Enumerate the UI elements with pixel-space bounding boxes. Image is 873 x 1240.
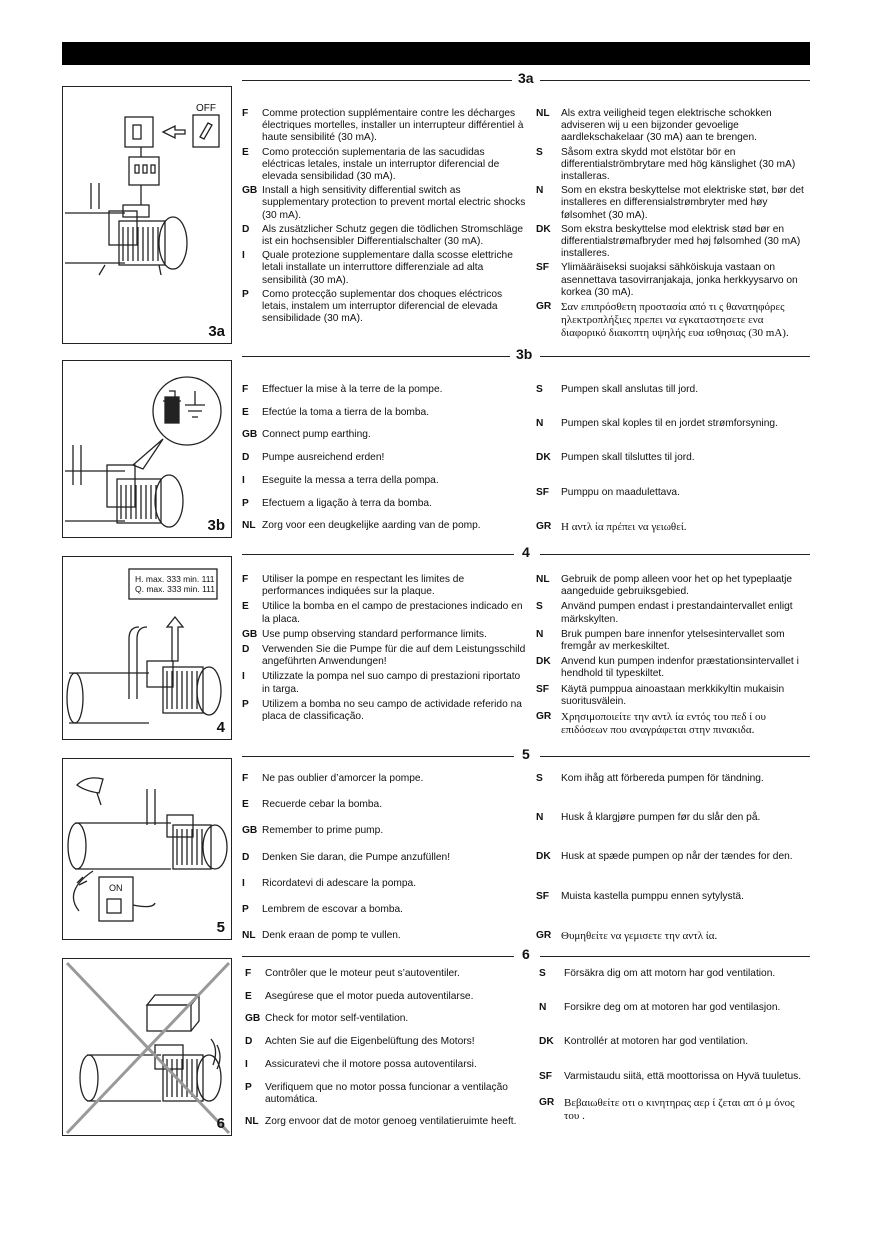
figure-3a <box>62 86 232 344</box>
instruction-f: F Comme protection supplémentaire contre les décharges électriques mortelles, installer un interrupteur différentiel à haute sensibilité (30 mA). <box>242 108 524 144</box>
instruction-p: P Como protecção suplementar dos choques eléctricos letais, instalem um interruptor diferencial de elevada sensibilidade (30 mA). <box>242 288 503 325</box>
on-callout: ON <box>109 883 123 893</box>
instruction-d: D Als zusätzlicher Schutz gegen die tödlichen Stromschläge ist ein hochsensibler Differentialschalter (30 mA). <box>242 223 524 248</box>
instructions-left <box>245 968 531 1129</box>
section-heading <box>242 72 810 86</box>
section-heading <box>242 546 810 560</box>
instruction-sf: SF Varmistaudu siitä, että moottorissa on Hyvä tuuletus. <box>539 1070 802 1082</box>
header-bar <box>62 42 810 65</box>
instructions-right <box>539 968 810 1123</box>
instruction-gb: GB Use pump observing standard performance limits. <box>242 628 487 640</box>
instruction-dk: DK Som ekstra beskyttelse mod elektrisk stød bør en differentialstrømafbryder med høj følsomhed (30 mA) installeres. <box>536 223 801 260</box>
section-5 <box>62 748 810 948</box>
instruction-sf: SF Pumppu on maadulettava. <box>536 486 680 498</box>
figure-4 <box>62 556 232 740</box>
instruction-dk: DK Pumpen skall tilsluttes til jord. <box>536 452 695 464</box>
instruction-e: E Como protección suplementaria de las sacudidas eléctricas letales, instale un interruptor diferencial de elevada sensibilidad (30 mA). <box>242 146 500 183</box>
section-3a <box>62 72 810 347</box>
section-number: 6 <box>522 946 530 962</box>
section-heading <box>242 348 810 362</box>
instruction-gb: GB Connect pump earthing. <box>242 429 371 441</box>
section-heading <box>242 948 810 962</box>
instructions-right <box>536 773 810 943</box>
instruction-d: D Denken Sie daran, die Pumpe anzufüllen! <box>242 851 451 863</box>
instruction-f: F Ne pas oublier d’amorcer la pompe. <box>242 773 424 784</box>
h-max-text: H. max. 333 min. 111 <box>135 574 215 584</box>
pump-switch-illustration <box>63 87 233 345</box>
instructions-right <box>536 108 810 341</box>
instruction-dk: DK Anvend kun pumpen indenfor præstationsintervallet i hendhold til typeskiltet. <box>536 656 799 680</box>
instruction-s: S Pumpen skall anslutas till jord. <box>536 384 699 395</box>
instruction-s: S Använd pumpen endast i prestandaintervallet enligt märkskylten. <box>536 601 793 625</box>
instruction-s: S Kom ihåg att förbereda pumpen för tändning. <box>536 773 764 784</box>
instruction-gr: GR Θυμηθείτε να γεμισετε την αντλ ία. <box>536 929 718 942</box>
instruction-e: E Asegúrese que el motor pueda autoventilarse. <box>245 990 474 1002</box>
instruction-nl: NL Gebruik de pomp alleen voor het op het typeplaatje aangeduide gebruiksgebied. <box>536 574 793 598</box>
section-number: 4 <box>522 544 530 560</box>
instruction-i: I Assicuratevi che il motore possa autoventilarsi. <box>245 1058 477 1070</box>
instruction-gr: GR Βεβαιωθείτε οτι ο κινητηρας αερ ί ζεται απ ό μ όνος του . <box>539 1096 795 1123</box>
figure-label: 3b <box>207 517 225 534</box>
figure-label: 4 <box>216 719 225 736</box>
instructions-left <box>242 108 528 325</box>
instruction-i: I Utilizzate la pompa nel suo campo di prestazioni riportato in targa. <box>242 671 521 695</box>
instructions-right <box>536 574 810 737</box>
figure-6 <box>62 958 232 1136</box>
instruction-s: S Försäkra dig om att motorn har god ventilation. <box>539 968 776 979</box>
figure-label: 6 <box>216 1115 225 1132</box>
instructions-left <box>242 773 528 942</box>
instruction-d: D Verwenden Sie die Pumpe für die auf dem Leistungsschild angeführten Anwendungen! <box>242 644 526 668</box>
off-callout: OFF <box>196 103 216 114</box>
figure-3b <box>62 360 232 538</box>
instruction-p: P Verifiquem que no motor possa funcionar a ventilação automática. <box>245 1081 508 1105</box>
instruction-gb: GB Remember to prime pump. <box>242 825 384 837</box>
figure-5 <box>62 758 232 940</box>
ventilation-illustration <box>63 959 233 1137</box>
instruction-p: P Lembrem de escovar a bomba. <box>242 904 403 916</box>
instruction-sf: SF Käytä pumppua ainoastaan merkkikyltin mukaisin suoritusvälein. <box>536 683 785 707</box>
instruction-gr: GR Χρησιμοποιείτε την αντλ ία εντός του πεδ ί ου επιδόσεων που αναγράφεται στην πινακιδα. <box>536 711 766 737</box>
figure-label: 3a <box>208 323 225 340</box>
instruction-sf: SF Ylimääräiseksi suojaksi sähköiskuja vastaan on asennettava tasovirranjakaja, jonka herkkyysarvo on korkea (30 mA). <box>536 262 798 298</box>
instruction-i: I Quale protezione supplementare dalla scosse elettriche letali installate un interruttore differenziale ad alta sensibilità (30 mA). <box>242 250 513 286</box>
instruction-i: I Eseguite la messa a terra della pompa. <box>242 474 439 486</box>
instruction-n: N Pumpen skal koples til en jordet strømforsyning. <box>536 418 778 430</box>
section-number: 5 <box>522 746 530 762</box>
instruction-f: F Contrôler que le moteur peut s’autoventiler. <box>245 968 460 979</box>
prime-pump-illustration <box>63 759 233 941</box>
instruction-f: F Utiliser la pompe en respectant les limites de performances indiquées sur la plaque. <box>242 574 465 598</box>
instruction-p: P Utilizem a bomba no seu campo de actividade referido na placa de classificação. <box>242 698 522 723</box>
instruction-e: E Efectúe la toma a tierra de la bomba. <box>242 406 430 418</box>
instruction-nl: NL Als extra veiligheid tegen elektrische schokken adviseren wij u een bijzonder gevoelige aardlekschakelaar (30 mA) aan te brengen. <box>536 108 772 144</box>
section-heading <box>242 748 810 762</box>
instruction-gb: GB Check for motor self-ventilation. <box>245 1013 409 1025</box>
section-3b <box>62 348 810 544</box>
rating-plate <box>135 574 215 594</box>
instruction-n: N Forsikre deg om at motoren har god ventilasjon. <box>539 1002 781 1014</box>
section-6 <box>62 948 810 1138</box>
q-max-text: Q. max. 333 min. 111 <box>135 584 215 594</box>
instruction-sf: SF Muista kastella pumppu ennen sytylystä. <box>536 890 744 902</box>
instruction-e: E Utilice la bomba en el campo de prestaciones indicado en la placa. <box>242 601 523 625</box>
instruction-nl: NL Zorg voor een deugkelijke aarding van de pomp. <box>242 520 481 532</box>
instructions-left <box>242 574 528 723</box>
instruction-p: P Efectuem a ligação à terra da bomba. <box>242 497 432 509</box>
instruction-dk: DK Husk at spæde pumpen op når der tændes for den. <box>536 851 793 863</box>
instruction-e: E Recuerde cebar la bomba. <box>242 799 383 811</box>
instruction-nl: NL Denk eraan de pomp te vullen. <box>242 930 401 942</box>
instruction-dk: DK Kontrollér at motoren har god ventilation. <box>539 1036 749 1048</box>
instruction-gb: GB Install a high sensitivity differential switch as supplementary protection to prevent mortal electric shocks (30 mA). <box>242 185 526 221</box>
instruction-nl: NL Zorg envoor dat de motor genoeg ventilatieruimte heeft. <box>245 1116 517 1128</box>
instruction-d: D Pumpe ausreichend erden! <box>242 452 385 464</box>
instruction-n: N Som en ekstra beskyttelse mot elektriske støt, bør det installeres en differensialstrømbryter med høy følsomhet (30 mA). <box>536 185 804 221</box>
instruction-gr: GR Η αντλ ία πρέπει να γειωθεί. <box>536 520 687 533</box>
section-number: 3a <box>518 70 534 86</box>
section-number: 3b <box>516 346 533 362</box>
instruction-n: N Bruk pumpen bare innenfor ytelsesintervallet som fremgår av merkeskiltet. <box>536 628 785 653</box>
instruction-f: F Effectuer la mise à la terre de la pompe. <box>242 384 443 395</box>
section-4 <box>62 546 810 746</box>
instruction-d: D Achten Sie auf die Eigenbelüftung des Motors! <box>245 1036 475 1048</box>
instruction-i: I Ricordatevi di adescare la pompa. <box>242 877 417 889</box>
earthing-illustration <box>63 361 233 539</box>
instruction-gr: GR Σαν επιπρόσθετη προστασία από τι ς θανατηφόρες ηλεκτροπλήξιες πρεπει να εγκαταστησετε ενα διαφορικό διακοπτη υψηλής ευα ισθησιας (30 mA). <box>536 301 789 340</box>
instruction-n: N Husk å klargjøre pumpen før du slår den på. <box>536 812 761 824</box>
instructions-right <box>536 384 810 534</box>
instructions-left <box>242 384 528 532</box>
figure-label: 5 <box>216 919 225 936</box>
instruction-s: S Såsom extra skydd mot elstötar bör en differentialströmbrytare med hög känslighet (30 mA) installeras. <box>536 146 796 183</box>
